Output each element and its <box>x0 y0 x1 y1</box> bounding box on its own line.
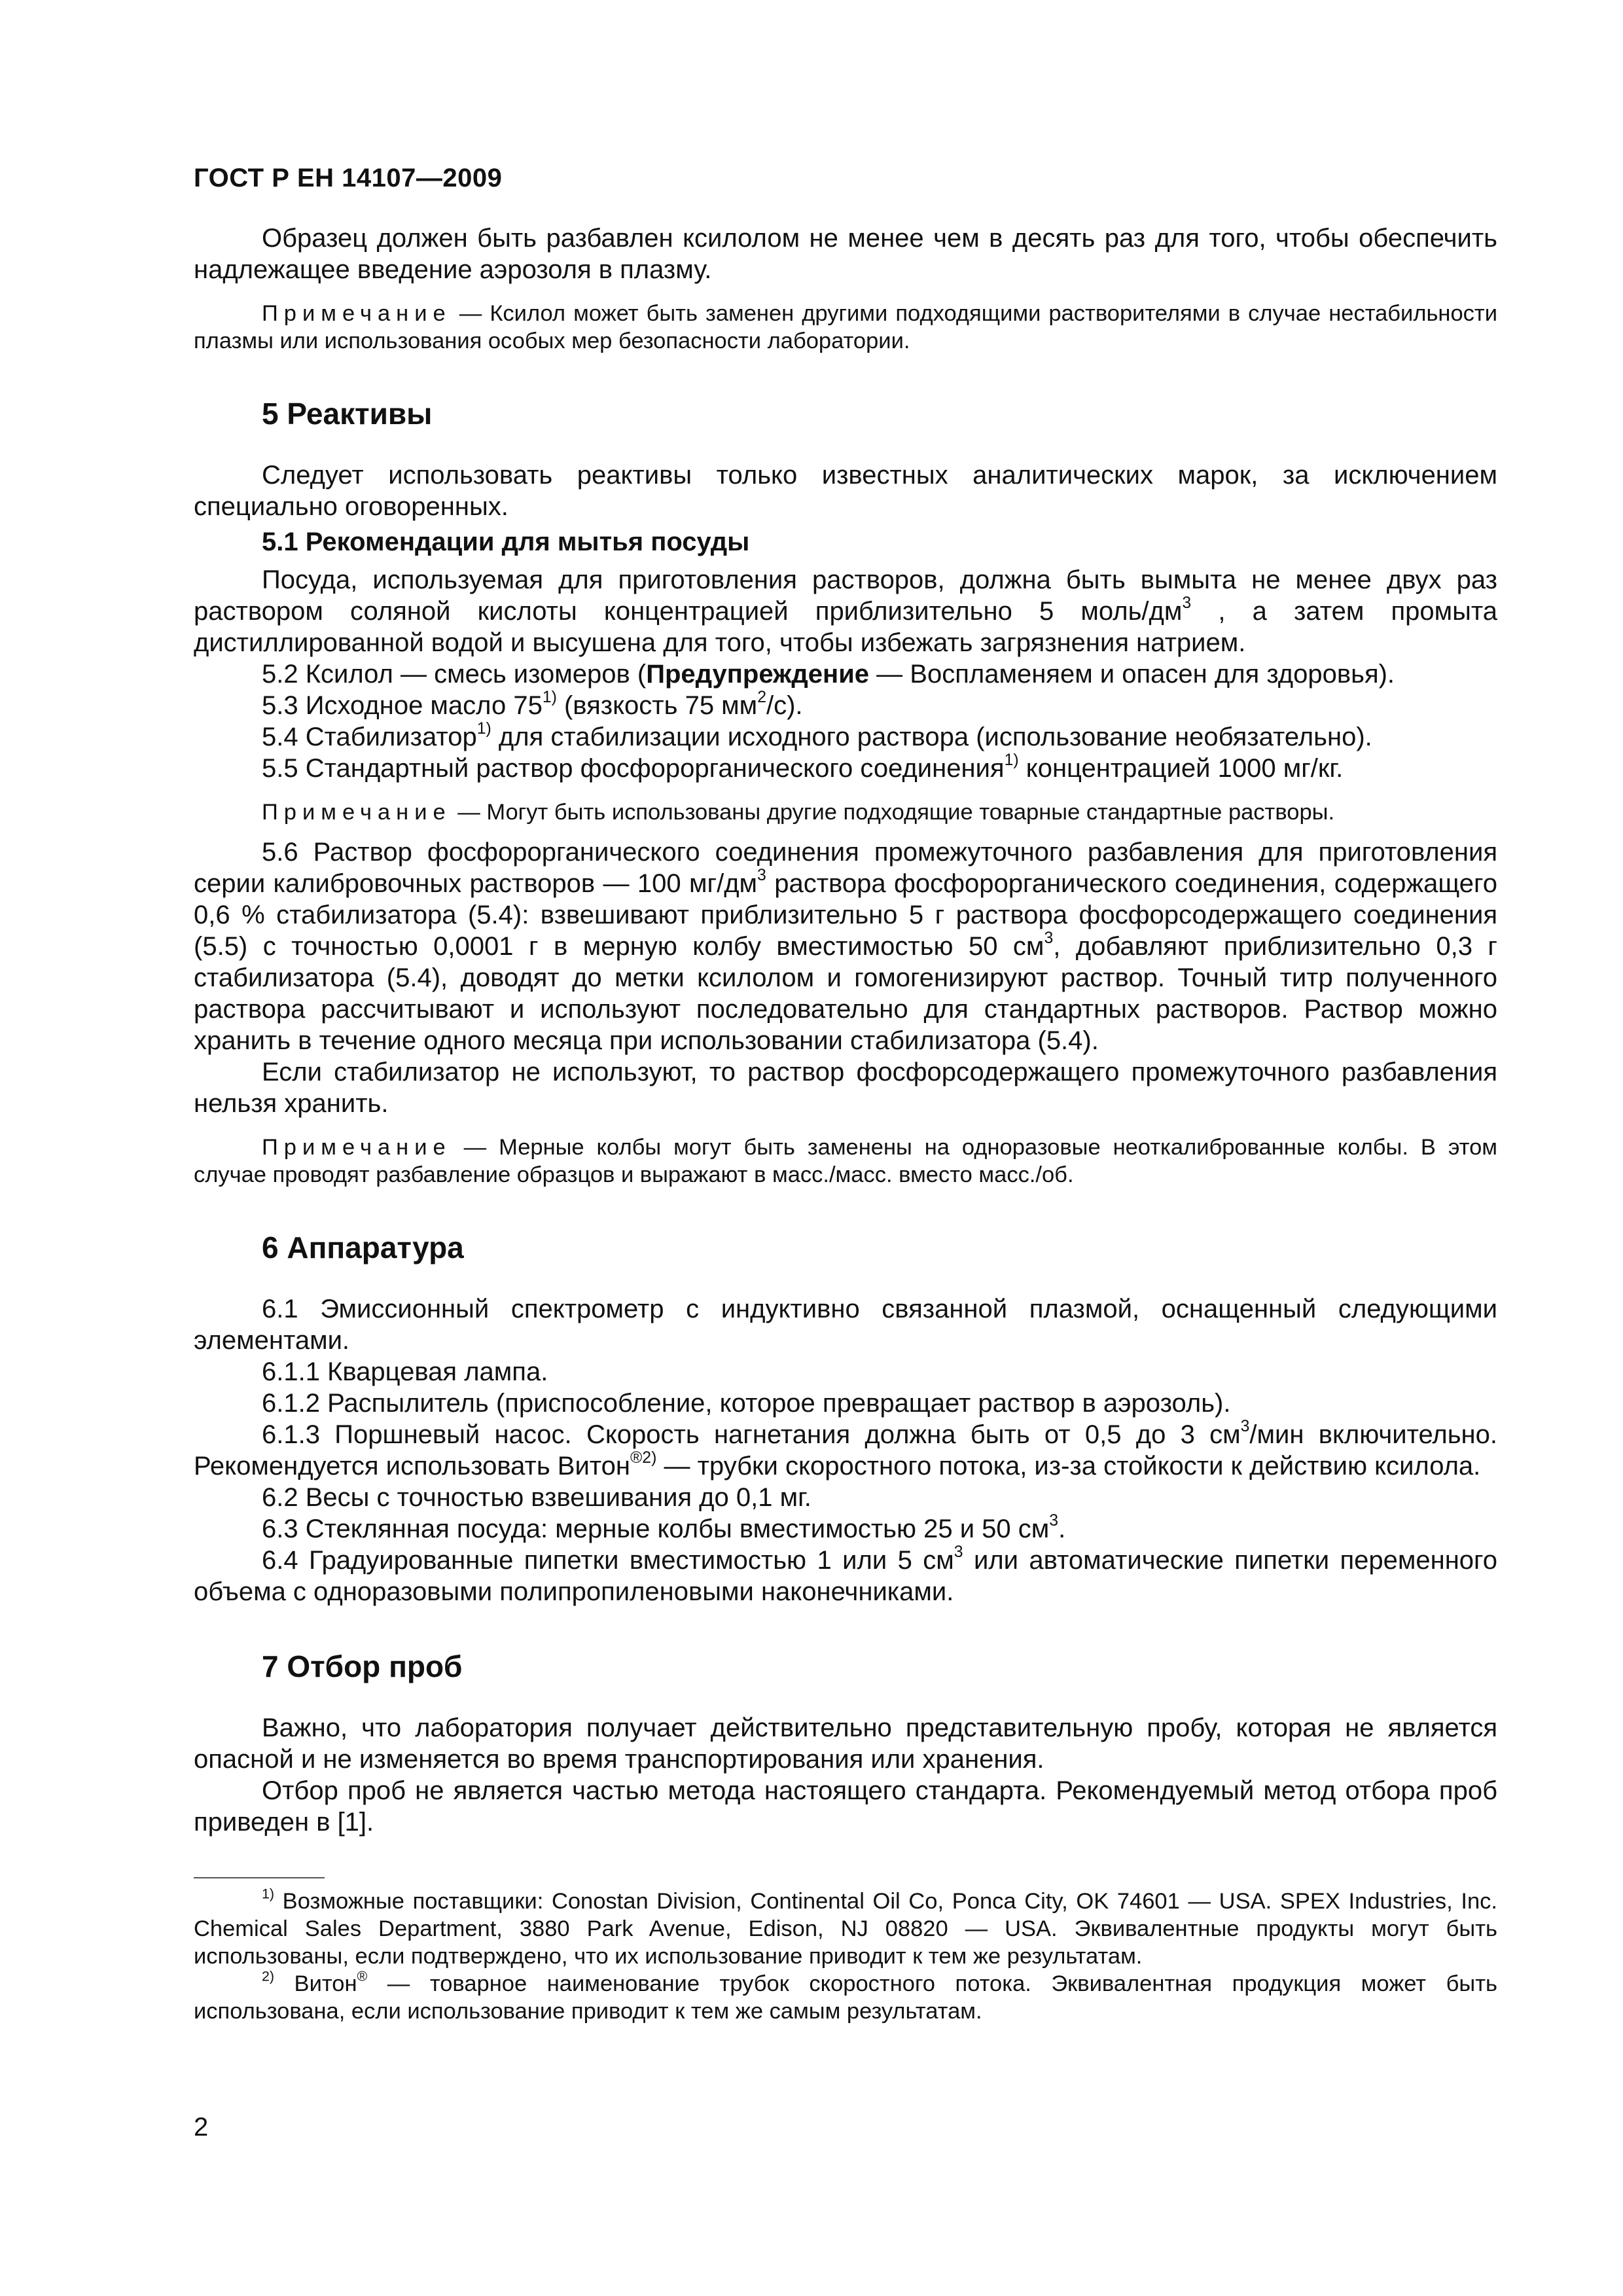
note-label: Примечание <box>262 301 452 326</box>
section-5-paragraph: Следует использовать реактивы только известных аналитических марок, за исключением специально оговоренных. <box>194 461 1497 521</box>
superscript: 3 <box>1044 929 1054 948</box>
section-5-6 <box>194 836 1497 1056</box>
section-5-6-continued: Если стабилизатор не используют, то раствор фосфорсодержащего промежуточного разбавления нельзя хранить. <box>194 1058 1497 1118</box>
text-run: , а затем промыта дистиллированной водой и высушена для того, чтобы избежать загрязнения натрием. <box>194 597 1497 657</box>
text-run: (вязкость 75 мм <box>556 691 758 720</box>
section-5-title: 5 Реактивы <box>262 397 433 431</box>
superscript: 3 <box>1049 1512 1059 1530</box>
superscript: 3 <box>1240 1418 1250 1436</box>
note-label: Примечание <box>262 1135 452 1160</box>
footnote-marker: 2) <box>262 1968 275 1984</box>
text-run: 5.6 Раствор фосфорорганического соединения промежуточного разбавления для приготовления серии калибровочных растворов — 100 мг/дм <box>194 838 1497 898</box>
text-run: — Воспламеняем и опасен для здоровья). <box>869 660 1395 689</box>
text-run: 6.1.3 Поршневый насос. Скорость нагнетания должна быть от 0,5 до 3 см <box>262 1420 1241 1449</box>
text-run: для стабилизации исходного раствора (использование необязательно). <box>491 723 1372 751</box>
section-6-2: 6.2 Весы с точностью взвешивания до 0,1 мг. <box>262 1483 812 1512</box>
section-6-title: 6 Аппаратура <box>262 1230 464 1265</box>
footnote-text: — товарное наименование трубок скоростного потока. Эквивалентная продукция может быть использована, если использование приводит к тем же самым результатам. <box>194 1971 1497 2024</box>
footnote-text: Витон <box>274 1971 357 1996</box>
footnote-1 <box>194 1888 1497 1970</box>
note-text: — Могут быть использованы другие подходящие товарные стандартные растворы. <box>451 800 1335 825</box>
superscript: 3 <box>1182 594 1192 613</box>
note-label: Примечание <box>262 800 452 825</box>
text-run: . <box>1058 1515 1066 1543</box>
document-header: ГОСТ Р ЕН 14107—2009 <box>194 164 503 192</box>
section-5-note-1 <box>194 798 1497 826</box>
text-run: раствора фосфорорганического соединения, содержащего 0,6 % стабилизатора (5.4): взвешивают приблизительно 5 г раствора фосфорсодержащего соединения (5.5) с точностью 0,0001 г в мерную колбу вместимостью 50 см <box>194 869 1498 961</box>
footnote-ref: 1) <box>542 689 557 707</box>
section-6-1-1: 6.1.1 Кварцевая лампа. <box>262 1357 548 1386</box>
superscript: 2 <box>757 689 766 707</box>
intro-paragraph: Образец должен быть разбавлен ксилолом не менее чем в десять раз для того, чтобы обеспечить надлежащее введение аэрозоля в плазму. <box>194 224 1497 284</box>
text-run: 6.3 Стеклянная посуда: мерные колбы вместимостью 25 и 50 см <box>262 1515 1050 1543</box>
section-7-paragraph-2: Отбор проб не является частью метода настоящего стандарта. Рекомендуемый метод отбора проб приведен в [1]. <box>194 1776 1497 1837</box>
text-run: 5.5 Стандартный раствор фосфорорганического соединения <box>262 754 1005 783</box>
text-run: /с). <box>766 691 803 720</box>
intro-note <box>194 300 1497 355</box>
text-run: или автоматические пипетки переменного объема с одноразовыми полипропиленовыми наконечниками. <box>194 1546 1497 1606</box>
section-5-3 <box>194 690 1497 721</box>
footnote-ref: 1) <box>1004 751 1019 770</box>
section-5-2 <box>194 658 1497 690</box>
text-run: — трубки скоростного потока, из-за стойкости к действию ксилола. <box>656 1452 1481 1480</box>
page-body <box>194 223 1497 1838</box>
section-7-title: 7 Отбор проб <box>262 1649 463 1683</box>
section-6-1: 6.1 Эмиссионный спектрометр с индуктивно связанной плазмой, оснащенный следующими элементами. <box>194 1295 1497 1355</box>
footnote-2 <box>194 1970 1497 2025</box>
footnote-ref: ®2) <box>630 1449 657 1467</box>
section-5-note-2 <box>194 1134 1497 1189</box>
text-run: /мин включительно. Рекомендуется использовать Витон <box>194 1420 1497 1480</box>
text-run: концентрацией 1000 мг/кг. <box>1018 754 1344 783</box>
note-text: — Ксилол может быть заменен другими подходящими растворителями в случае нестабильности плазмы или использования особых мер безопасности лаборатории. <box>194 301 1497 353</box>
text-run: 6.4 Градуированные пипетки вместимостью 1 или 5 см <box>262 1546 954 1575</box>
page-number: 2 <box>194 2113 209 2142</box>
text-run: 5.3 Исходное масло 75 <box>262 691 543 720</box>
section-5-5 <box>194 753 1497 784</box>
text-run: Посуда, используемая для приготовления растворов, должна быть вымыта не менее двух раз раствором соляной кислоты концентрацией приблизительно 5 моль/дм <box>194 565 1497 626</box>
section-6-1-2: 6.1.2 Распылитель (приспособление, которое превращает раствор в аэрозоль). <box>262 1389 1231 1418</box>
footnote-marker: 1) <box>262 1886 275 1902</box>
registered-mark: ® <box>357 1968 368 1984</box>
text-run: , добавляют приблизительно 0,3 г стабилизатора (5.4), доводят до метки ксилолом и гомогенизируют раствор. Точный титр полученного раствора рассчитывают и используют последовательно для стандартных растворов. Раствор можно хранить в течение одного месяца при использовании стабилизатора (5.4). <box>194 932 1497 1055</box>
section-5-4 <box>194 721 1497 753</box>
section-6-1-3 <box>194 1419 1497 1482</box>
section-6-4 <box>194 1545 1497 1607</box>
footnote-ref: 1) <box>476 720 491 738</box>
superscript: 3 <box>757 867 766 885</box>
section-6-3 <box>194 1513 1497 1545</box>
note-text: — Мерные колбы могут быть заменены на одноразовые неоткалиброванные колбы. В этом случае проводят разбавление образцов и выражают в масс./масс. вместо масс./об. <box>194 1135 1497 1187</box>
section-5-1-paragraph <box>194 564 1497 658</box>
footnote-text: Возможные поставщики: Conostan Division, Continental Oil Co, Ponca City, OK 74601 — USA. SPEX Industries, Inc. Chemical Sales Department, 3880 Park Avenue, Edison, NJ 08820 — USA. Эквивалентные продукты могут быть использованы, если подтверждено, что их использование приводит к тем же результатам. <box>194 1889 1497 1969</box>
section-7-paragraph-1: Важно, что лаборатория получает действительно представительную пробу, которая не является опасной и не изменяется во время транспортирования или хранения. <box>194 1713 1497 1774</box>
warning-label: Предупреждение <box>646 660 870 689</box>
section-5-1-title: 5.1 Рекомендации для мытья посуды <box>262 528 750 556</box>
footnote-separator <box>194 1877 325 1878</box>
superscript: 3 <box>954 1543 963 1562</box>
text-run: 5.4 Стабилизатор <box>262 723 477 751</box>
footnotes <box>194 1888 1497 2025</box>
text-run: 5.2 Ксилол — смесь изомеров ( <box>262 660 647 689</box>
